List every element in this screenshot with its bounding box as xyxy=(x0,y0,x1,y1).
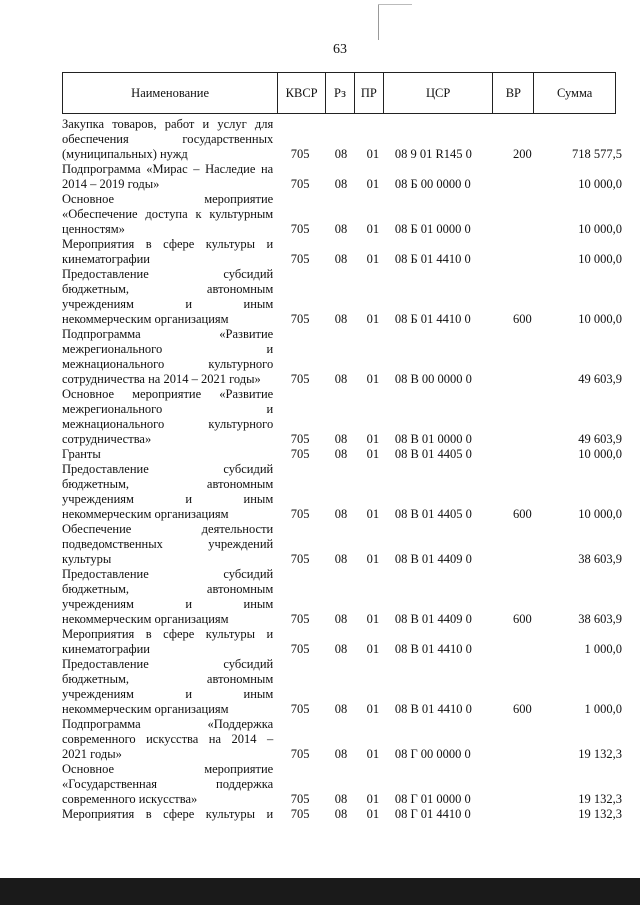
row-name-line: межрегионального и xyxy=(62,402,274,416)
row-name-line: 2014 – 2019 годы» xyxy=(62,177,160,191)
row-name-line: Предоставление субсидий xyxy=(62,567,274,581)
row-rz: 08 xyxy=(334,312,348,326)
row-name-line: Мероприятия в сфере культуры и xyxy=(62,807,274,821)
row-rz: 08 xyxy=(334,642,348,656)
row-sum: 10 000,0 xyxy=(578,177,623,191)
row-pr: 01 xyxy=(366,747,380,761)
row-name-line: некоммерческим организациям xyxy=(62,507,229,521)
row-vr: 600 xyxy=(513,507,532,521)
row-pr: 01 xyxy=(366,792,380,806)
row-name-line: некоммерческим организациям xyxy=(62,612,229,626)
row-csr: 08 В 01 4405 0 xyxy=(394,447,472,461)
row-csr: 08 Б 01 4410 0 xyxy=(394,252,471,266)
row-name-line: некоммерческим организациям xyxy=(62,312,229,326)
row-csr: 08 Г 00 0000 0 xyxy=(394,747,471,761)
row-name-line: учреждениям и иным xyxy=(62,492,274,506)
row-name-line: Основное мероприятие xyxy=(62,762,274,776)
row-pr: 01 xyxy=(366,147,380,161)
scan-artifact-line xyxy=(378,4,379,40)
row-name-line: (муниципальных) нужд xyxy=(62,147,188,161)
row-kvsr: 705 xyxy=(290,507,310,521)
row-name xyxy=(62,447,273,462)
row-name-line: сотрудничества на 2014 – 2021 годы» xyxy=(62,372,261,386)
row-sum: 10 000,0 xyxy=(578,222,623,236)
row-rz: 08 xyxy=(334,432,348,446)
row-sum: 49 603,9 xyxy=(578,372,623,386)
row-name-line: культуры xyxy=(62,552,112,566)
row-kvsr: 705 xyxy=(290,792,310,806)
header-pr: ПР xyxy=(355,73,384,113)
row-kvsr: 705 xyxy=(290,807,310,821)
row-kvsr: 705 xyxy=(290,642,310,656)
row-kvsr: 705 xyxy=(290,147,310,161)
table-body xyxy=(62,117,622,822)
row-csr: 08 Б 00 0000 0 xyxy=(394,177,471,191)
row-csr: 08 В 01 4409 0 xyxy=(394,612,472,626)
row-pr: 01 xyxy=(366,432,380,446)
row-vr: 200 xyxy=(513,147,532,161)
row-name-line: «Государственная поддержка xyxy=(62,777,274,791)
table-row xyxy=(62,447,622,462)
row-pr: 01 xyxy=(366,612,380,626)
table-row xyxy=(62,567,622,627)
row-pr: 01 xyxy=(366,222,380,236)
table-row xyxy=(62,327,622,387)
row-csr: 08 В 01 4410 0 xyxy=(394,642,472,656)
row-name-line: бюджетным, автономным xyxy=(62,582,274,596)
row-sum: 19 132,3 xyxy=(578,807,623,821)
row-csr: 08 Б 01 4410 0 xyxy=(394,312,471,326)
header-vr: ВР xyxy=(493,73,534,113)
row-kvsr: 705 xyxy=(290,552,310,566)
row-csr: 08 В 00 0000 0 xyxy=(394,372,472,386)
row-sum: 1 000,0 xyxy=(584,702,623,716)
row-name xyxy=(62,117,273,162)
row-rz: 08 xyxy=(334,807,348,821)
row-sum: 19 132,3 xyxy=(578,747,623,761)
row-kvsr: 705 xyxy=(290,432,310,446)
row-name-line: межрегионального и xyxy=(62,342,274,356)
row-pr: 01 xyxy=(366,807,380,821)
row-csr: 08 В 01 4409 0 xyxy=(394,552,472,566)
row-csr: 08 Г 01 4410 0 xyxy=(394,807,471,821)
row-name-line: кинематографии xyxy=(62,252,151,266)
row-csr: 08 Г 01 0000 0 xyxy=(394,792,471,806)
table-row xyxy=(62,162,622,192)
row-rz: 08 xyxy=(334,507,348,521)
row-pr: 01 xyxy=(366,252,380,266)
row-name-line: ценностям» xyxy=(62,222,125,236)
table-row xyxy=(62,387,622,447)
row-name xyxy=(62,657,273,717)
row-name-line: Закупка товаров, работ и услуг для xyxy=(62,117,274,131)
row-csr: 08 9 01 R145 0 xyxy=(394,147,472,161)
row-name-line: «Обеспечение доступа к культурным xyxy=(62,207,274,221)
row-pr: 01 xyxy=(366,702,380,716)
row-name xyxy=(62,267,273,327)
row-name-line: Предоставление субсидий xyxy=(62,462,274,476)
row-rz: 08 xyxy=(334,177,348,191)
row-name xyxy=(62,462,273,522)
row-sum: 10 000,0 xyxy=(578,507,623,521)
row-name-line: межнационального культурного xyxy=(62,417,274,431)
row-kvsr: 705 xyxy=(290,252,310,266)
row-name-line: Мероприятия в сфере культуры и xyxy=(62,237,274,251)
table-row xyxy=(62,762,622,807)
row-sum: 19 132,3 xyxy=(578,792,623,806)
row-name-line: учреждениям и иным xyxy=(62,687,274,701)
row-rz: 08 xyxy=(334,747,348,761)
row-sum: 10 000,0 xyxy=(578,447,623,461)
row-kvsr: 705 xyxy=(290,312,310,326)
row-rz: 08 xyxy=(334,702,348,716)
row-name xyxy=(62,237,273,267)
row-name-line: некоммерческим организациям xyxy=(62,702,229,716)
row-name xyxy=(62,192,273,237)
table-row xyxy=(62,117,622,162)
row-sum: 38 603,9 xyxy=(578,552,623,566)
row-rz: 08 xyxy=(334,252,348,266)
row-pr: 01 xyxy=(366,447,380,461)
scan-bottom-edge xyxy=(0,878,640,905)
row-sum: 10 000,0 xyxy=(578,312,623,326)
row-rz: 08 xyxy=(334,147,348,161)
row-pr: 01 xyxy=(366,642,380,656)
row-name-line: Основное мероприятие xyxy=(62,192,274,206)
row-csr: 08 В 01 4410 0 xyxy=(394,702,472,716)
row-name xyxy=(62,162,273,192)
table-row xyxy=(62,237,622,267)
row-name-line: современного искусства» xyxy=(62,792,198,806)
row-name xyxy=(62,627,273,657)
header-name: Наименование xyxy=(63,73,278,113)
row-rz: 08 xyxy=(334,612,348,626)
row-rz: 08 xyxy=(334,222,348,236)
scan-artifact-line xyxy=(378,4,412,5)
row-name-line: современного искусства на 2014 – xyxy=(62,732,274,746)
row-name xyxy=(62,327,273,387)
row-name xyxy=(62,762,273,807)
row-name-line: Мероприятия в сфере культуры и xyxy=(62,627,274,641)
table-row xyxy=(62,717,622,762)
row-vr: 600 xyxy=(513,612,532,626)
row-name xyxy=(62,807,273,822)
table-row xyxy=(62,807,622,822)
row-name-line: бюджетным, автономным xyxy=(62,282,274,296)
row-kvsr: 705 xyxy=(290,702,310,716)
row-kvsr: 705 xyxy=(290,372,310,386)
table-row xyxy=(62,522,622,567)
row-name-line: учреждениям и иным xyxy=(62,297,274,311)
row-kvsr: 705 xyxy=(290,447,310,461)
row-name-line: Предоставление субсидий xyxy=(62,657,274,671)
row-name-line: Подпрограмма «Мирас – Наследие на xyxy=(62,162,274,176)
row-vr: 600 xyxy=(513,702,532,716)
row-name-line: Предоставление субсидий xyxy=(62,267,274,281)
page-number: 63 xyxy=(333,42,347,57)
row-name-line: обеспечения государственных xyxy=(62,132,274,146)
row-name xyxy=(62,567,273,627)
row-name xyxy=(62,387,273,447)
row-kvsr: 705 xyxy=(290,177,310,191)
row-name-line: 2021 годы» xyxy=(62,747,122,761)
row-rz: 08 xyxy=(334,792,348,806)
row-name-line: Подпрограмма «Развитие xyxy=(62,327,274,341)
row-sum: 49 603,9 xyxy=(578,432,623,446)
row-rz: 08 xyxy=(334,552,348,566)
row-sum: 10 000,0 xyxy=(578,252,623,266)
table-header xyxy=(62,72,616,114)
row-pr: 01 xyxy=(366,552,380,566)
row-kvsr: 705 xyxy=(290,612,310,626)
row-name-line: бюджетным, автономным xyxy=(62,672,274,686)
table-row xyxy=(62,627,622,657)
row-name xyxy=(62,717,273,762)
table-row xyxy=(62,657,622,717)
row-name xyxy=(62,522,273,567)
table-row xyxy=(62,267,622,327)
table-row xyxy=(62,462,622,522)
row-kvsr: 705 xyxy=(290,747,310,761)
row-name-line: сотрудничества» xyxy=(62,432,152,446)
row-name-line: подведомственных учреждений xyxy=(62,537,274,551)
row-pr: 01 xyxy=(366,177,380,191)
row-pr: 01 xyxy=(366,312,380,326)
row-csr: 08 В 01 0000 0 xyxy=(394,432,472,446)
header-kvsr: КВСР xyxy=(278,73,326,113)
header-rz: Рз xyxy=(326,73,355,113)
row-kvsr: 705 xyxy=(290,222,310,236)
row-csr: 08 Б 01 0000 0 xyxy=(394,222,471,236)
row-vr: 600 xyxy=(513,312,532,326)
row-pr: 01 xyxy=(366,372,380,386)
row-csr: 08 В 01 4405 0 xyxy=(394,507,472,521)
row-name-line: учреждениям и иным xyxy=(62,597,274,611)
header-csr: ЦСР xyxy=(384,73,494,113)
row-name-line: Основное мероприятие «Развитие xyxy=(62,387,274,401)
row-name-line: бюджетным, автономным xyxy=(62,477,274,491)
row-name-line: Обеспечение деятельности xyxy=(62,522,274,536)
row-name-line: кинематографии xyxy=(62,642,151,656)
row-name-line: Подпрограмма «Поддержка xyxy=(62,717,274,731)
row-name-line: межнационального культурного xyxy=(62,357,274,371)
row-name-line: Гранты xyxy=(62,447,101,461)
table-row xyxy=(62,192,622,237)
row-sum: 38 603,9 xyxy=(578,612,623,626)
row-pr: 01 xyxy=(366,507,380,521)
header-sum: Сумма xyxy=(556,85,593,100)
row-rz: 08 xyxy=(334,372,348,386)
row-sum: 1 000,0 xyxy=(584,642,623,656)
row-rz: 08 xyxy=(334,447,348,461)
row-sum: 718 577,5 xyxy=(572,147,623,161)
